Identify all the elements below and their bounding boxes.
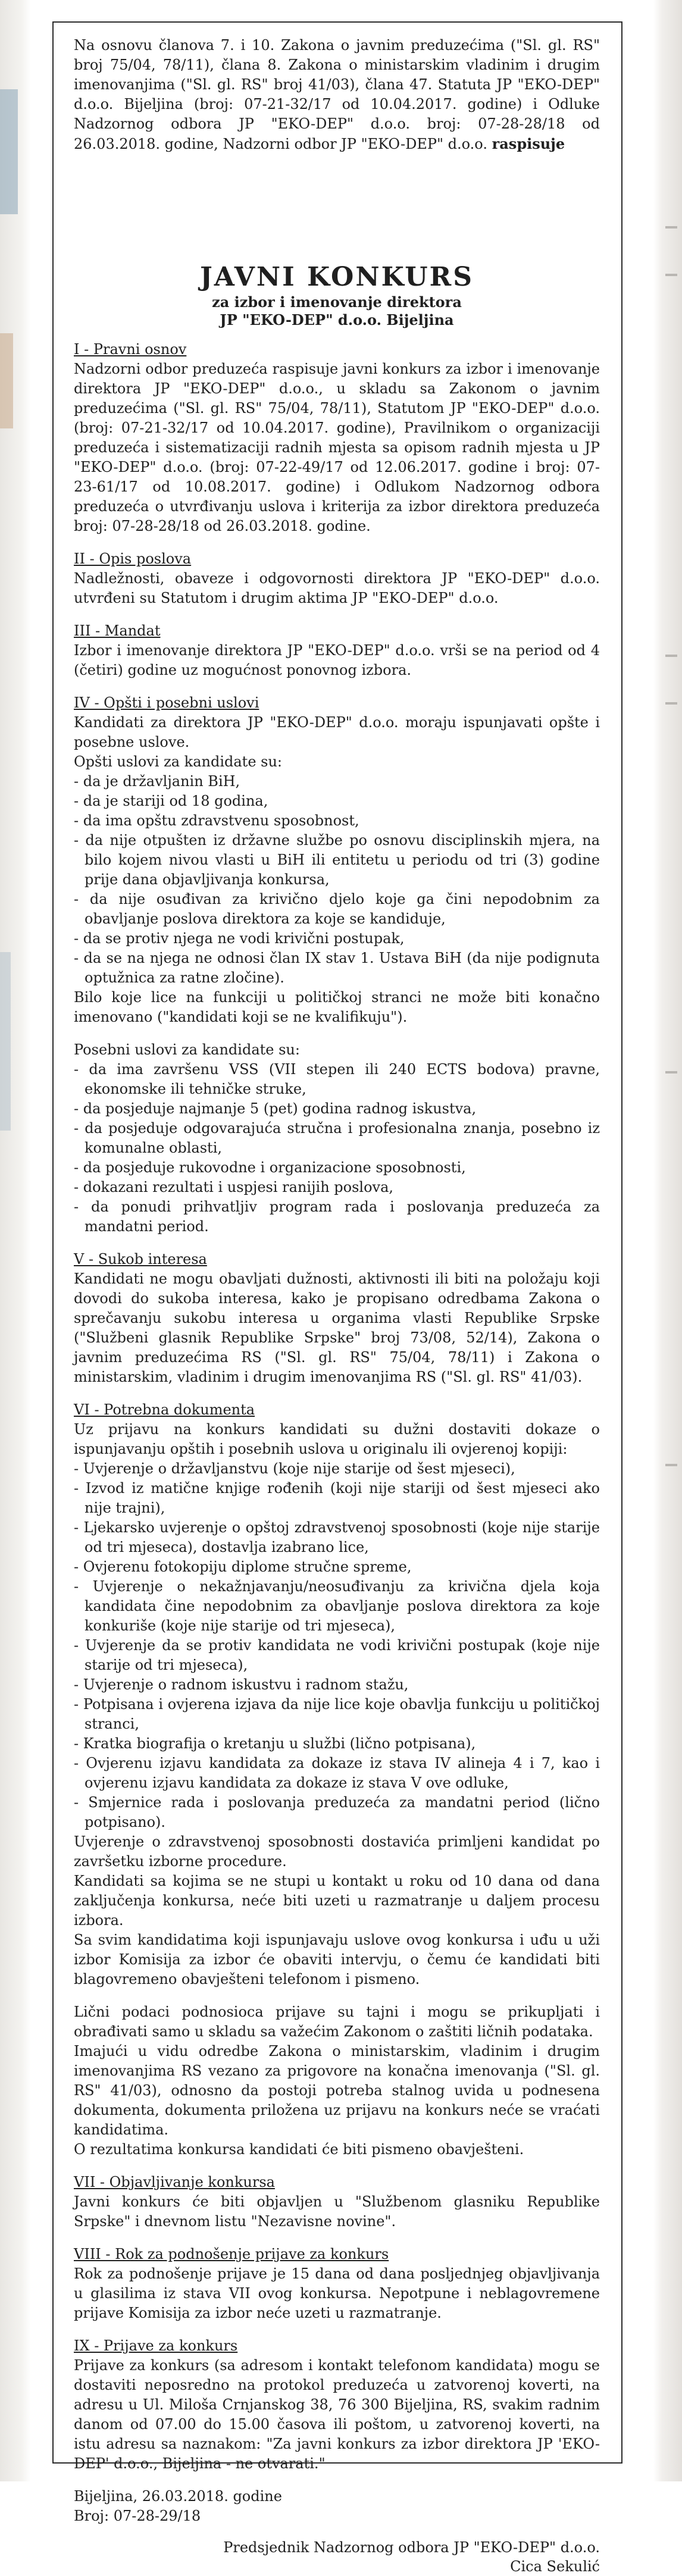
signer-title: Predsjednik Nadzornog odbora JP "EKO-DEP" d.o.o. <box>223 2539 600 2556</box>
document-number: Broj: 07-28-29/18 <box>74 2508 201 2524</box>
signer-name: Cica Sekulić <box>510 2558 600 2575</box>
right-page-edge <box>653 0 682 2481</box>
special-conditions-list <box>74 1060 600 1237</box>
section-text: Imajući u vidu odredbe Zakona o ministarskim, vladinim i drugim imenovanjima RS vezano za prigovore na konačna imenovanja ("Sl. gl. RS" 41/03), odnosno da postoji potreba stalnog uvida u podnesena dokumenta, dokumenta priložena uz prijavu na konkurs neće se vraćati kandidatima. <box>74 2043 600 2138</box>
notice-subtitle-1: za izbor i imenovanje direktora <box>212 293 462 311</box>
signature-block <box>74 2538 600 2576</box>
list-item: - Uvjerenje o nekažnjavanju/neosuđivanju za krivična djela koja kandidata čine nepodobnim za obavljanje poslova direktora za koje konkuriše (koje nije starije od tri mjeseca), <box>74 1578 600 1634</box>
footer-place-date <box>74 2487 600 2526</box>
section-job-description <box>74 549 600 608</box>
list-item: - da posjeduje rukovodne i organizacione sposobnosti, <box>74 1159 466 1176</box>
list-item: - da posjeduje najmanje 5 (pet) godina radnog iskustva, <box>74 1100 477 1117</box>
section-text: Posebni uslovi za kandidate su: <box>74 1041 300 1058</box>
section-text: O rezultatima konkursa kandidati će biti pismeno obavješteni. <box>74 2141 524 2158</box>
left-page-edge <box>0 0 31 2481</box>
left-edge-color-block <box>0 89 18 214</box>
list-item: - da posjeduje odgovarajuća stručna i profesionalna znanja, posebno iz komunalne oblasti, <box>74 1120 600 1156</box>
section-heading: II - Opis poslova <box>74 550 192 567</box>
section-conflict-of-interest <box>74 1250 600 1387</box>
section-text: Opšti uslovi za kandidate su: <box>74 753 283 770</box>
list-item: - Uvjerenje o državljanstvu (koje nije starije od šest mjeseci), <box>74 1460 515 1477</box>
section-heading: IV - Opšti i posebni uslovi <box>74 694 259 711</box>
section-text: Nadzorni odbor preduzeća raspisuje javni konkurs za izbor i imenovanje direktora JP "EKO-DEP" d.o.o., u skladu sa Zakonom o javnim preduzećima ("Sl. gl. RS" 75/04, 78/11), Statutom JP "EKO-DEP" d.o.o. (broj: 07-21-32/17 od 10.04.2017. godine), Pravilnikom o organizaciji preduzeća i sistematizaciji radnih mjesta sa opisom radnih mjesta u JP "EKO-DEP" d.o.o. (broj: 07-22-49/17 od 12.06.2017. godine i broj: 07-23-61/17 od 10.08.2017. godine) i Odlukom Nadzornog odbora preduzeća o utvrđivanju uslova i kriterija za izbor direktora preduzeća broj: 07-28-28/18 od 26.03.2018. godine. <box>74 361 600 534</box>
section-deadline <box>74 2245 600 2323</box>
section-text: Lični podaci podnosioca prijave su tajni i mogu se prikupljati i obrađivati samo u skladu sa važećim Zakonom o zaštiti ličnih podataka. <box>74 2004 600 2040</box>
section-heading: VII - Objavljivanje konkursa <box>74 2174 275 2190</box>
section-heading: VI - Potrebna dokumenta <box>74 1401 255 1418</box>
list-item: - Kratka biografija o kretanju u službi (lično potpisana), <box>74 1735 476 1752</box>
list-item: - da ima završenu VSS (VII stepen ili 240 ECTS bodova) pravne, ekonomske ili tehničke struke, <box>74 1061 600 1097</box>
list-item: - Uvjerenje da se protiv kandidata ne vodi krivični postupak (koje nije starije od tri mjeseca), <box>74 1637 600 1673</box>
section-text: Bilo koje lice na funkciji u političkoj stranci ne može biti konačno imenovano ("kandidati koji se ne kvalifikuju"). <box>74 989 600 1025</box>
list-item: - da nije osuđivan za krivično djelo koje ga čini nepodobnim za obavljanje poslova direktora za koje se kandiduje, <box>74 891 600 927</box>
general-conditions-list <box>74 772 600 988</box>
section-mandate <box>74 621 600 680</box>
section-text: Kandidati za direktora JP "EKO-DEP" d.o.o. moraju ispunjavati opšte i posebne uslove. <box>74 714 600 750</box>
list-item: - da se na njega ne odnosi član IX stav 1. Ustava BiH (da nije podignuta optužnica za ratne zločine). <box>74 950 600 986</box>
list-item: - da ima opštu zdravstvenu sposobnost, <box>74 812 359 829</box>
list-item: - Smjernice rada i poslovanja preduzeća za mandatni period (lično potpisano). <box>74 1794 600 1830</box>
section-text: Uz prijavu na konkurs kandidati su dužni dostaviti dokaze o ispunjavanju opštih i posebnih uslova u originalu ili ovjerenoj kopiji: <box>74 1421 600 1457</box>
section-conditions <box>74 693 600 1237</box>
section-required-documents <box>74 1400 600 2159</box>
notice-title: JAVNI KONKURS <box>199 262 474 292</box>
list-item: - dokazani rezultati i uspjesi ranijih poslova, <box>74 1179 394 1195</box>
section-legal-basis <box>74 340 600 536</box>
list-item: - da se protiv njega ne vodi krivični postupak, <box>74 930 405 947</box>
spacer <box>74 1027 600 1040</box>
list-item: - Potpisana i ovjerena izjava da nije lice koje obavlja funkciju u političkoj stranci, <box>74 1696 600 1732</box>
list-item: - da nije otpušten iz državne službe po osnovu disciplinskih mjera, na bilo kojem nivou vlasti u BiH ili entitetu u periodu od tri (3) godine prije dana objavljivanja konkursa, <box>74 832 600 888</box>
notice-subtitle-2: JP "EKO-DEP" d.o.o. Bijeljina <box>220 311 454 328</box>
section-applications <box>74 2336 600 2474</box>
section-text: Izbor i imenovanje direktora JP "EKO-DEP" d.o.o. vrši se na period od 4 (četiri) godine uz mogućnost ponovnog izbora. <box>74 642 600 678</box>
public-notice-box <box>52 21 622 2575</box>
section-text: Rok za podnošenje prijave je 15 dana od dana posljednjeg objavljivanja u glasilima iz stava VII ovog konkursa. Nepotpune i neblagovremene prijave Komisija za izbor neće uzeti u razmatranje. <box>74 2265 600 2321</box>
list-item: - Ovjerenu izjavu kandidata za dokaze iz stava IV alineja 4 i 7, kao i ovjerenu izjavu kandidata za dokaze iz stava V ove odluke, <box>74 1755 600 1791</box>
section-text: Kandidati ne mogu obavljati dužnosti, aktivnosti ili biti na položaju koji dovodi do sukoba interesa, kako je propisano odredbama Zakona o sprečavanju sukobu interesa u organima vlasti Republike Srpske ("Službeni glasnik Republike Srpske" broj 73/08, 52/14), Zakona o javnim preduzećima RS ("Sl. gl. RS" 75/04, 78/11) i Zakona o ministarskim, vladinim i drugim imenovanjima RS ("Sl. gl. RS" 41/03). <box>74 1270 600 1385</box>
list-item: - da je državljanin BiH, <box>74 773 240 790</box>
section-text: Prijave za konkurs (sa adresom i kontakt telefonom kandidata) mogu se dostaviti neposredno na protokol preduzeća u zatvorenoj koverti, na adresu u Ul. Miloša Crnjanskog 38, 76 300 Bijeljina, RS, svakim radnim danom od 07.00 do 15.00 časova ili poštom, u zatvorenoj koverti, na istu adresu sa naznakom: "Za javni konkurs za izbor direktora JP 'EKO-DEP' d.o.o., Bijeljina - ne otvarati." <box>74 2357 600 2472</box>
section-heading: IX - Prijave za konkurs <box>74 2337 238 2354</box>
intro-paragraph <box>74 36 600 154</box>
section-heading: V - Sukob interesa <box>74 1251 207 1267</box>
list-item: - Ovjerenu fotokopiju diplome stručne spreme, <box>74 1558 412 1575</box>
section-text: Kandidati sa kojima se ne stupi u kontakt u roku od 10 dana od dana zaključenja konkursa, neće biti uzeti u razmatranje u daljem procesu izbora. <box>74 1873 600 1929</box>
place-and-date: Bijeljina, 26.03.2018. godine <box>74 2488 282 2505</box>
section-heading: III - Mandat <box>74 622 161 639</box>
list-item: - Ljekarsko uvjerenje o opštoj zdravstvenoj sposobnosti (koje nije starije od tri mjeseca), dostavlja izabrano lice, <box>74 1519 600 1555</box>
spacer <box>74 1989 600 2002</box>
section-text: Sa svim kandidatima koji ispunjavaju uslove ovog konkursa i uđu u uži izbor Komisija za izbor će obaviti intervju, o čemu će kandidati biti blagovremeno obavješteni telefonom i pismeno. <box>74 1932 600 1987</box>
left-edge-color-block <box>0 333 13 428</box>
section-text: Uvjerenje o zdravstvenoj sposobnosti dostavića primljeni kandidat po završetku izborne procedure. <box>74 1833 600 1870</box>
section-publication <box>74 2173 600 2231</box>
left-edge-color-block <box>0 952 11 1131</box>
list-item: - Uvjerenje o radnom iskustvu i radnom stažu, <box>74 1676 409 1693</box>
section-heading: VIII - Rok za podnošenje prijave za konkurs <box>74 2246 389 2262</box>
list-item: - da je stariji od 18 godina, <box>74 793 268 809</box>
intro-raspisuje: raspisuje <box>492 135 565 152</box>
section-text: Nadležnosti, obaveze i odgovornosti direktora JP "EKO-DEP" d.o.o. utvrđeni su Statutom i drugim aktima JP "EKO-DEP" d.o.o. <box>74 570 600 606</box>
list-item: - da ponudi prihvatljiv program rada i poslovanja preduzeća za mandatni period. <box>74 1198 600 1235</box>
section-text: Javni konkurs će biti objavljen u "Službenom glasniku Republike Srpske" i dnevnom listu "Nezavisne novine". <box>74 2193 600 2230</box>
title-block <box>74 261 600 329</box>
section-heading: I - Pravni osnov <box>74 341 187 358</box>
list-item: - Izvod iz matične knjige rođenih (koji nije stariji od šest mjeseci ako nije trajni), <box>74 1480 600 1516</box>
intro-text: Na osnovu članova 7. i 10. Zakona o javnim preduzećima ("Sl. gl. RS" broj 75/04, 78/11), člana 8. Zakona o ministarskim vladinim i drugim imenovanjima ("Sl. gl. RS" broj 41/03), člana 47. Statuta JP "EKO-DEP" d.o.o. Bijeljina (broj: 07-21-32/17 od 10.04.2017. godine) i Odluke Nadzornog odbora JP "EKO-DEP" d.o.o. broj: 07-28-28/18 od 26.03.2018. godine, Nadzorni odbor JP "EKO-DEP" d.o.o. <box>74 37 600 152</box>
documents-list <box>74 1459 600 1832</box>
